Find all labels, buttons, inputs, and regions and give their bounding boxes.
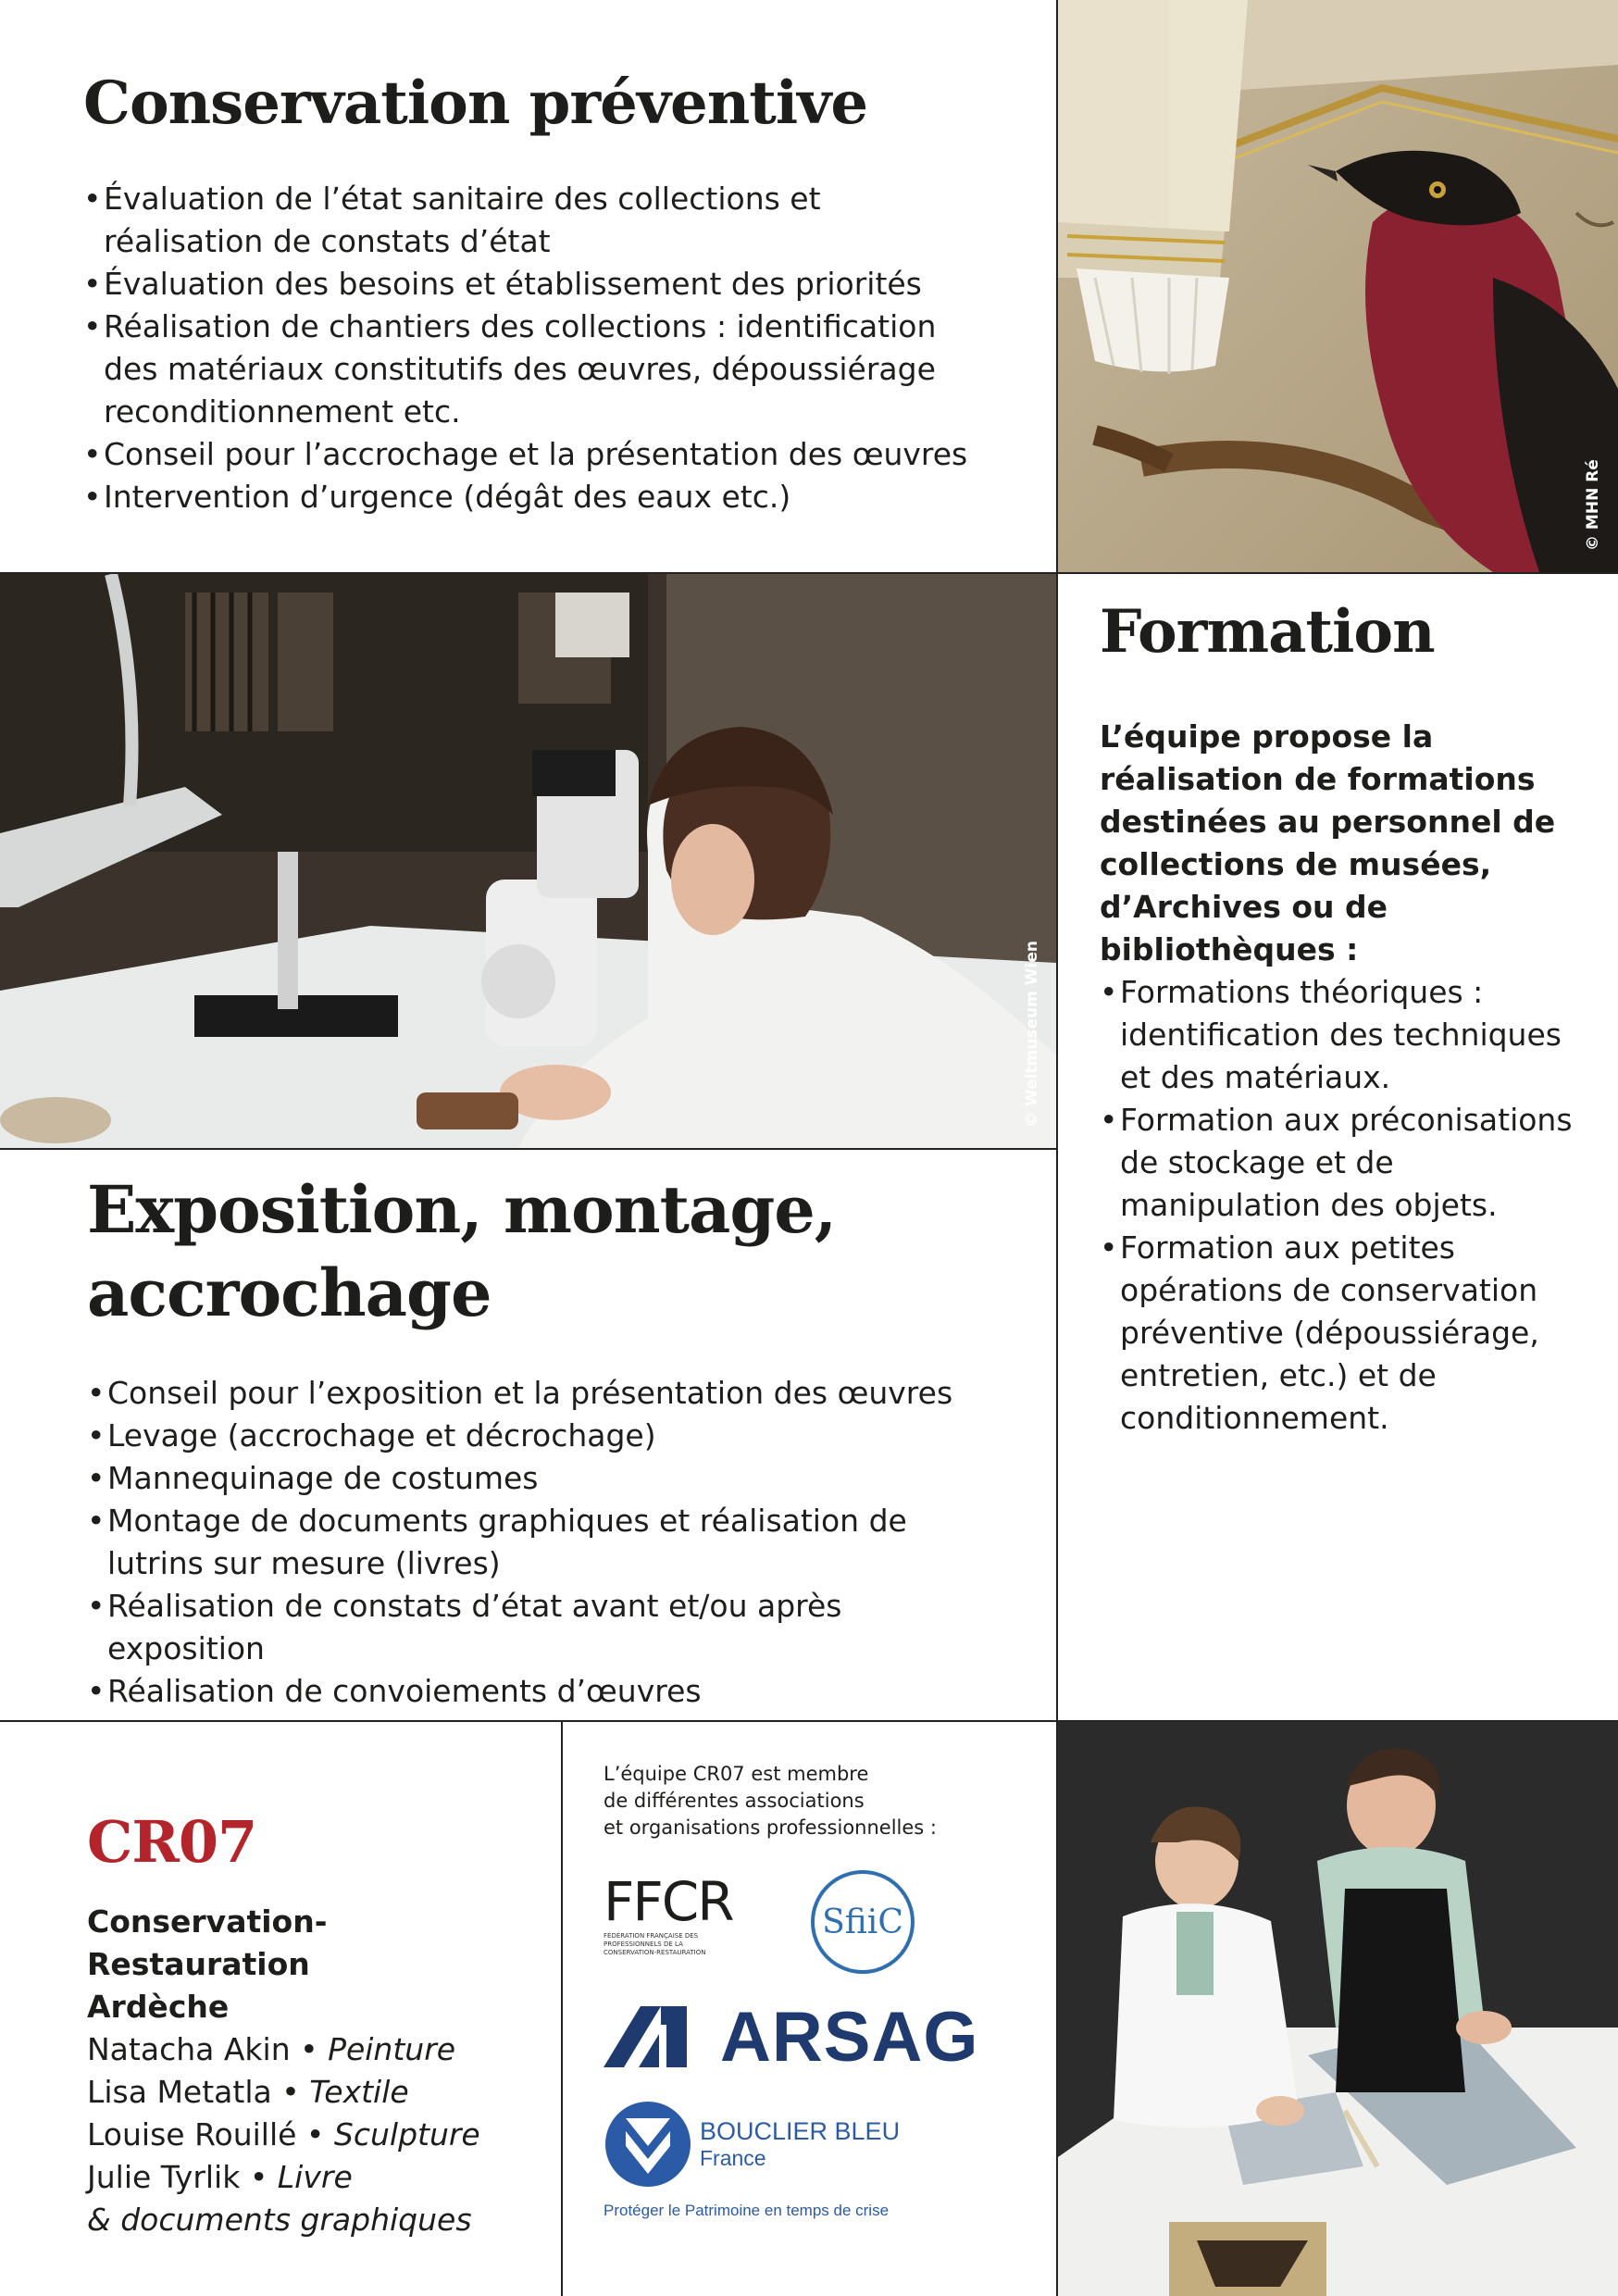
arsag-mark-icon bbox=[604, 2006, 705, 2067]
exposition-list bbox=[87, 1372, 994, 1713]
member-row: Lisa Metatla • Textile bbox=[87, 2074, 409, 2110]
list-item: • Évaluation des besoins et établissement des priorités bbox=[83, 263, 972, 306]
cr07-name-line1: Conservation-Restauration bbox=[87, 1903, 328, 1982]
conservation-section bbox=[83, 67, 1009, 518]
list-item: • Évaluation de l’état sanitaire des collections et réalisation de constats d’état bbox=[83, 178, 972, 263]
exposition-section bbox=[87, 1168, 1031, 1713]
shield-icon bbox=[604, 2100, 692, 2189]
member-row: Louise Rouillé • Sculpture bbox=[87, 2116, 480, 2152]
cr07-section bbox=[87, 1810, 550, 2241]
list-item: • Formation aux petites opérations de conservation préventive (dépoussiérage, entretien, etc.) et de conditionnement. bbox=[1100, 1227, 1581, 1440]
list-item: • Mannequinage de costumes bbox=[87, 1457, 994, 1500]
cr07-members bbox=[87, 2028, 550, 2241]
list-item: • Formation aux préconisations de stockage et de manipulation des objets. bbox=[1100, 1099, 1581, 1227]
conservation-list bbox=[83, 178, 972, 518]
microscope-photo-credit: © Weltmuseum Wien bbox=[1023, 941, 1041, 1128]
formation-list bbox=[1100, 971, 1581, 1440]
divider-middle-left bbox=[0, 1148, 1056, 1150]
workshop-photo bbox=[1058, 1722, 1618, 2296]
divider-top-right bbox=[1056, 572, 1618, 574]
arsag-logo: ARSAG bbox=[604, 2000, 1011, 2074]
member-row: & documents graphiques bbox=[87, 2202, 472, 2238]
cr07-name bbox=[87, 1901, 550, 2028]
list-item: • Réalisation de constats d’état avant et/ou après exposition bbox=[87, 1585, 994, 1670]
list-item: • Montage de documents graphiques et réalisation de lutrins sur mesure (livres) bbox=[87, 1500, 994, 1585]
bouclier-bleu-logo: BOUCLIER BLEU France Protéger le Patrimoine en temps de crise bbox=[604, 2100, 1029, 2229]
bird-photo bbox=[1058, 0, 1618, 572]
exposition-title bbox=[87, 1168, 1031, 1335]
list-item: • Réalisation de convoiements d’œuvres bbox=[87, 1670, 994, 1713]
conservation-title: Conservation préventive bbox=[83, 69, 868, 138]
member-row: Julie Tyrlik • Livre bbox=[87, 2159, 353, 2195]
ffcr-logo: FFCR FÉDÉRATION FRANÇAISE DES PROFESSIONNELS DE LA CONSERVATION-RESTAURATION bbox=[604, 1870, 733, 1956]
associations-intro: L’équipe CR07 est membre de différentes associations et organisations professionnelles : bbox=[604, 1763, 937, 1839]
cr07-name-line2: Ardèche bbox=[87, 1989, 230, 2025]
list-item: • Réalisation de chantiers des collections : identification des matériaux constitutifs des œuvres, dépoussiérage reconditionnement etc. bbox=[83, 306, 972, 433]
formation-title: Formation bbox=[1100, 597, 1435, 667]
list-item: • Conseil pour l’exposition et la présentation des œuvres bbox=[87, 1372, 994, 1415]
associations-section bbox=[563, 1722, 1056, 2296]
list-item: • Levage (accrochage et décrochage) bbox=[87, 1415, 994, 1457]
member-row: Natacha Akin • Peinture bbox=[87, 2031, 456, 2067]
cr07-logo: CR07 bbox=[87, 1808, 257, 1876]
microscope-photo bbox=[0, 574, 1056, 1148]
exposition-title-line2: accrochage bbox=[87, 1254, 492, 1331]
list-item: • Formations théoriques : identification des techniques et des matériaux. bbox=[1100, 971, 1581, 1099]
list-item: • Intervention d’urgence (dégât des eaux etc.) bbox=[83, 476, 972, 518]
formation-section bbox=[1100, 595, 1581, 1440]
sfiic-logo: SfiiC bbox=[811, 1870, 915, 1974]
bird-photo-credit: © MHN Ré bbox=[1584, 459, 1602, 551]
formation-intro: L’équipe propose la réalisation de formations destinées au personnel de collections de musées, d’Archives ou de bibliothèques : bbox=[1100, 718, 1556, 967]
exposition-title-line1: Exposition, montage, bbox=[87, 1171, 837, 1248]
list-item: • Conseil pour l’accrochage et la présentation des œuvres bbox=[83, 433, 972, 476]
